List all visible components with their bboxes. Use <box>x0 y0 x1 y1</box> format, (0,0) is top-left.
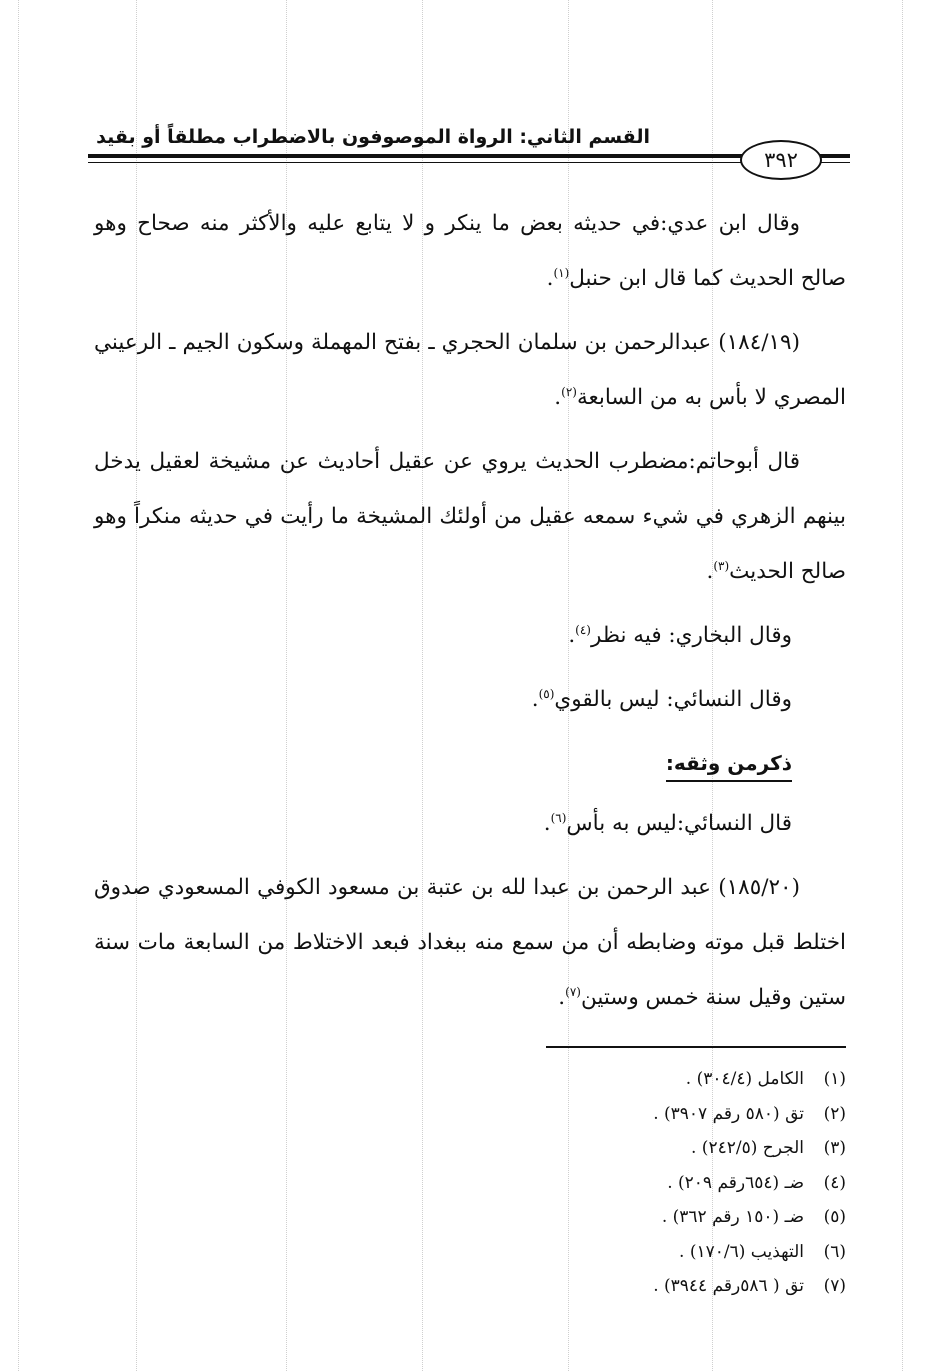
paragraph-end: . <box>546 266 554 291</box>
paragraph <box>94 672 846 727</box>
paragraph <box>94 860 846 1025</box>
footnote-text: تق ( ٥٨٦رقم ٣٩٤٤) . <box>653 1276 804 1296</box>
footnote-number: (٦) <box>823 1241 846 1262</box>
footnote-number: (٢) <box>823 1103 846 1124</box>
scan-guide-line <box>902 0 903 1371</box>
paragraph-end: . <box>568 623 576 648</box>
footnote-divider <box>546 1046 846 1048</box>
paragraph-end: . <box>554 385 562 410</box>
footnote-number: (٤) <box>823 1172 846 1193</box>
page-number: ٣٩٢ <box>740 140 822 180</box>
footnote-item <box>426 1200 846 1235</box>
header-rule-thin <box>88 162 748 163</box>
footnote-item <box>426 1166 846 1201</box>
paragraph <box>94 315 846 425</box>
paragraph-text: وقال البخاري: فيه نظر <box>590 623 792 648</box>
main-text <box>94 196 846 1034</box>
section-heading-wrap <box>94 736 846 786</box>
paragraph-text: (١٨٥/٢٠) عبد الرحمن بن عبدا لله بن عتبة بن مسعود الكوفي المسعودي صدوق اختلط قبل موته وضابطه أن من سمع منه ببغداد فبعد الاختلاط من السابعة مات سنة ستين وقيل سنة خمس وستين <box>94 875 846 1010</box>
footnote-number: (٧) <box>823 1276 846 1296</box>
footnote-text: التهذيب (١٧٠/٦) . <box>679 1241 804 1262</box>
running-title: القسم الثاني: الرواة الموصوفون بالاضطراب مطلقاً أو بقيد <box>96 126 650 148</box>
footnote-item <box>426 1097 846 1132</box>
footnote-text: الجرح (٢٤٢/٥) . <box>691 1138 804 1158</box>
footnote-number: (٥) <box>823 1207 846 1227</box>
header-rule-right-thick <box>820 154 850 158</box>
paragraph <box>94 434 846 599</box>
footnote-item <box>426 1269 846 1304</box>
footnote-item <box>426 1235 846 1270</box>
paragraph <box>94 608 846 663</box>
paragraph-end: . <box>531 687 539 712</box>
paragraph <box>94 796 846 851</box>
section-heading: ذكرمن وثقه: <box>666 746 792 782</box>
footnote-text: ضـ (١٥٠ رقم ٣٦٢) . <box>661 1207 804 1227</box>
paragraph <box>94 196 846 306</box>
paragraph-text: وقال ابن عدي:في حديثه بعض ما ينكر و لا يتابع عليه والأكثر منه صحاح وهو صالح الحديث كما قال ابن حنبل <box>94 211 846 291</box>
footnote-text: ضـ (٦٥٤رقم ٢٠٩) . <box>667 1172 804 1193</box>
footnote-ref: (١) <box>553 265 570 280</box>
footnote-ref: (٧) <box>565 984 581 999</box>
page-header <box>88 118 850 188</box>
footnote-ref: (٢) <box>561 384 577 399</box>
paragraph-end: . <box>706 559 714 584</box>
header-rule-right-thin <box>820 162 850 163</box>
paragraph-end: . <box>558 985 566 1010</box>
footnote-ref: (٣) <box>713 558 730 573</box>
footnote-ref: (٥) <box>538 686 555 701</box>
scan-guide-line <box>18 0 19 1371</box>
paragraph-text: قال أبوحاتم:مضطرب الحديث يروي عن عقيل أحاديث عن مشيخة لعقيل يدخل بينهم الزهري في شيء سمعه عقيل من أولئك المشيخة ما رأيت في حديثه منكراً وهو صالح الحديث <box>94 449 846 584</box>
footnote-item <box>426 1062 846 1097</box>
header-rule-thick <box>88 154 748 158</box>
footnote-ref: (٤) <box>575 622 591 637</box>
footnotes-list <box>426 1062 846 1304</box>
paragraph-text: وقال النسائي: ليس بالقوي <box>554 687 792 712</box>
footnote-number: (٣) <box>823 1138 846 1158</box>
paragraph-text: قال النسائي:ليس به بأس <box>566 811 792 836</box>
paragraph-text: (١٨٤/١٩) عبدالرحمن بن سلمان الحجري ـ بفتح المهملة وسكون الجيم ـ الرعيني المصري لا بأس به من السابعة <box>94 330 846 410</box>
paragraph-end: . <box>543 811 551 836</box>
footnote-number: (١) <box>823 1069 846 1089</box>
footnote-text: تق (٥٨٠ رقم ٣٩٠٧) . <box>653 1103 804 1124</box>
footnote-text: الكامل (٣٠٤/٤) . <box>685 1069 804 1089</box>
footnote-ref: (٦) <box>550 810 567 825</box>
footnote-item <box>426 1131 846 1166</box>
